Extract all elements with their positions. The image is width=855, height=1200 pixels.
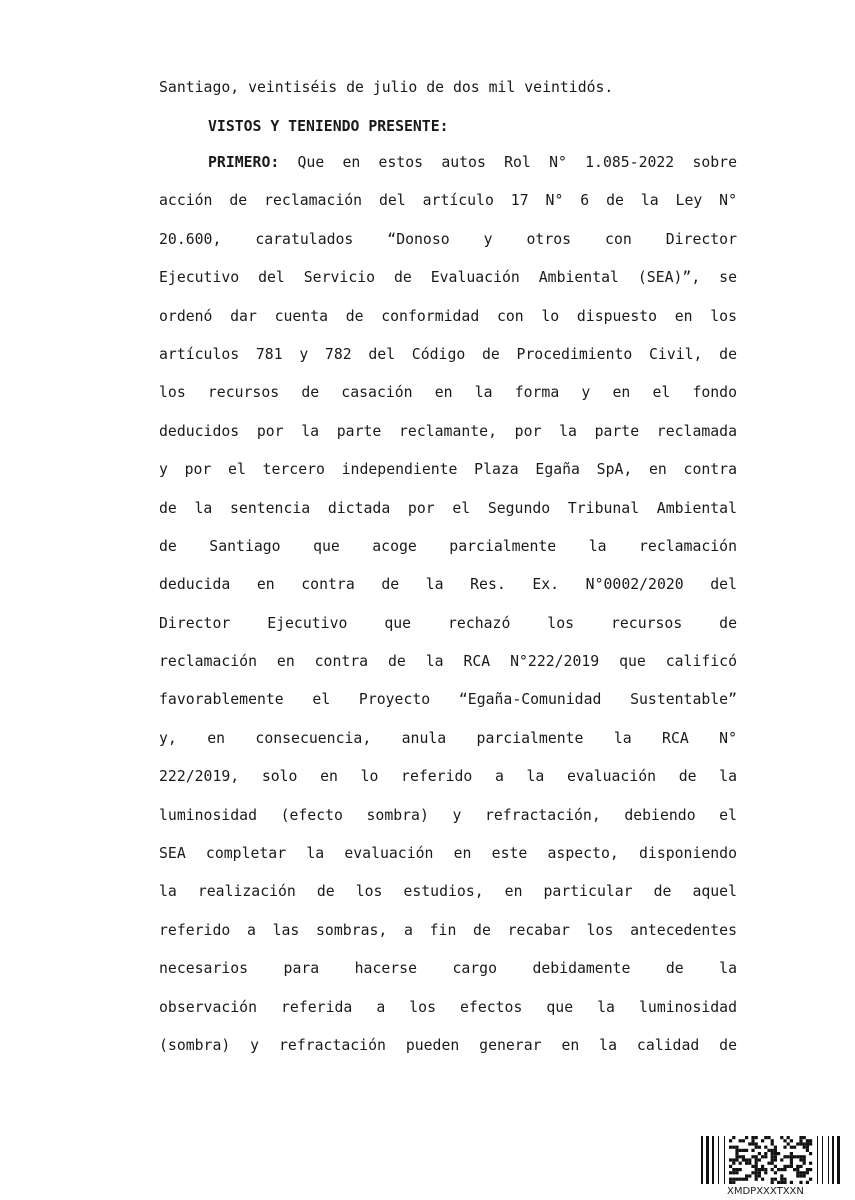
paragraph-line: los recursos de casación en la forma y en el fondo xyxy=(159,384,737,402)
paragraph-line: y, en consecuencia, anula parcialmente la RCA N° xyxy=(159,729,737,747)
paragraph-line: de la sentencia dictada por el Segundo Tribunal Ambiental xyxy=(159,499,737,517)
paragraph-line: favorablemente el Proyecto “Egaña-Comunidad Sustentable” xyxy=(159,691,737,709)
paragraph-line: la realización de los estudios, en particular de aquel xyxy=(159,883,737,901)
paragraph-line: luminosidad (efecto sombra) y refractación, debiendo el xyxy=(159,806,737,824)
paragraph-line: Ejecutivo del Servicio de Evaluación Ambiental (SEA)”, se xyxy=(159,269,737,287)
paragraph-line: y por el tercero independiente Plaza Egaña SpA, en contra xyxy=(159,461,737,479)
paragraph-line: observación referida a los efectos que la luminosidad xyxy=(159,998,737,1016)
paragraph-line: de Santiago que acoge parcialmente la reclamación xyxy=(159,537,737,555)
first-line-text: Que en estos autos Rol N° 1.085-2022 sobre xyxy=(279,154,737,171)
paragraph-line: necesarios para hacerse cargo debidamente de la xyxy=(159,960,737,978)
paragraph-line: 20.600, caratulados “Donoso y otros con Director xyxy=(159,230,737,248)
paragraph-line: deducidos por la parte reclamante, por la parte reclamada xyxy=(159,422,737,440)
barcode-code: XMDPXXXTXXN xyxy=(727,1186,804,1197)
barcode-icon xyxy=(701,1136,841,1188)
paragraph-line: reclamación en contra de la RCA N°222/2019 que calificó xyxy=(159,653,737,671)
paragraph-line: 222/2019, solo en lo referido a la evaluación de la xyxy=(159,768,737,786)
paragraph-line xyxy=(159,153,737,191)
paragraph-line: artículos 781 y 782 del Código de Procedimiento Civil, de xyxy=(159,345,737,363)
lead-word: PRIMERO: xyxy=(208,154,280,171)
paragraph-line: acción de reclamación del artículo 17 N° 6 de la Ley N° xyxy=(159,192,737,210)
paragraph-line: SEA completar la evaluación en este aspecto, disponiendo xyxy=(159,845,737,863)
paragraph-line: referido a las sombras, a fin de recabar los antecedentes xyxy=(159,921,737,939)
paragraph-line: deducida en contra de la Res. Ex. N°0002/2020 del xyxy=(159,576,737,594)
paragraph-line: ordenó dar cuenta de conformidad con lo dispuesto en los xyxy=(159,307,737,325)
section-heading: VISTOS Y TENIENDO PRESENTE: xyxy=(208,118,449,135)
paragraph-line: (sombra) y refractación pueden generar en la calidad de xyxy=(159,1036,737,1054)
paragraph-line: Director Ejecutivo que rechazó los recursos de xyxy=(159,614,737,632)
date-line: Santiago, veintiséis de julio de dos mil veintidós. xyxy=(159,79,614,96)
paragraph-primero xyxy=(159,153,737,1074)
